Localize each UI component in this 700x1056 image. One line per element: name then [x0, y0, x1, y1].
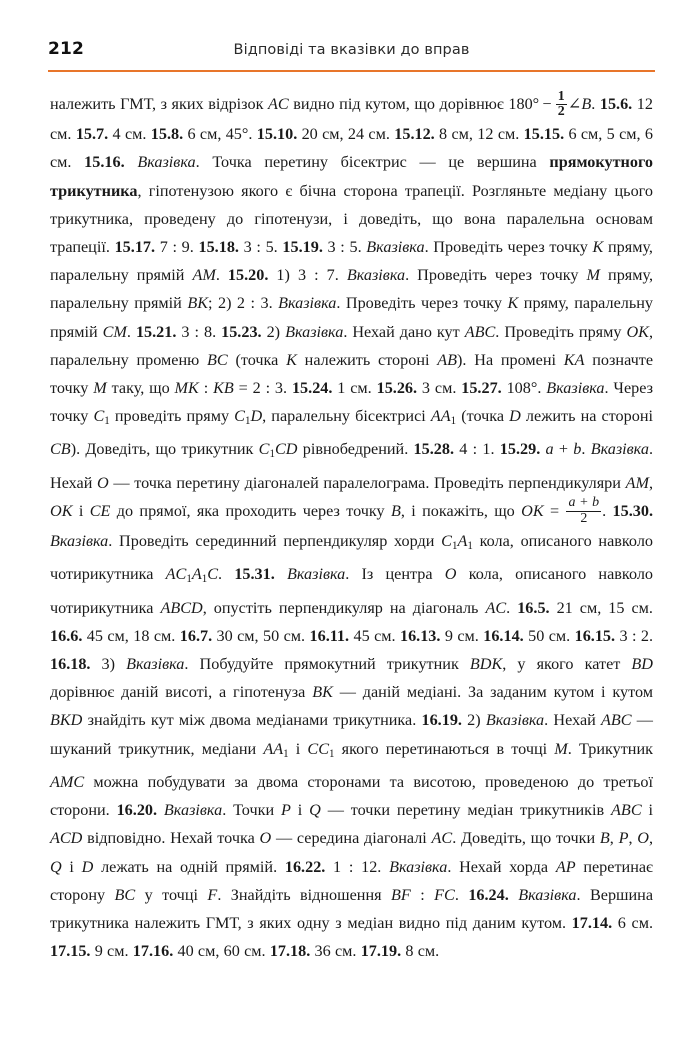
hint-label: Вказівка [126, 655, 185, 674]
math-label: AP [555, 857, 576, 876]
subscript: 1 [269, 448, 275, 461]
exercise-number: 15.10. [256, 125, 298, 144]
text-run: ). Доведіть, що трикутник [70, 440, 259, 459]
math-label: a [545, 440, 554, 459]
text-run: . [591, 95, 600, 113]
exercise-number: 15.23. [221, 322, 262, 341]
text-run: , опустіть перпендикуляр на діагональ [202, 598, 486, 617]
exercise-number: 16.19. [421, 711, 462, 730]
text-run: 36 см. [310, 942, 361, 961]
math-label-ac1a1c [165, 565, 219, 586]
exercise-number: 16.7. [179, 626, 213, 645]
text-run: . [506, 598, 518, 617]
math-label: AC [431, 829, 453, 848]
exercise-number: 15.19. [282, 237, 323, 256]
math-label: CB [50, 440, 71, 459]
math-label-aa1 [430, 407, 457, 428]
math-label: A [457, 532, 468, 551]
math-label: ABCD [160, 598, 203, 617]
text-run: 3 : 2. [615, 626, 654, 645]
text-run: — середина діагоналі [271, 829, 432, 848]
exercise-number: 15.15. [523, 125, 565, 144]
exercise-number: 15.18. [198, 237, 239, 256]
text-run: і [72, 501, 90, 520]
text-run: 6 см. [612, 913, 653, 932]
text-run: 6 см, 5 см, 6 см. [50, 125, 654, 172]
math-label-c1d [234, 407, 263, 428]
math-label: B [581, 95, 592, 113]
text-run: проведіть пряму [109, 407, 235, 426]
math-label: CC [307, 739, 329, 758]
math-label: CE [89, 501, 111, 520]
exercise-number: 15.24. [291, 378, 333, 397]
text-run: . Проведіть серединний перпендикуляр хорди [108, 532, 442, 551]
math-label: F [207, 885, 218, 904]
text-run: 3 см. [417, 378, 462, 397]
text-run: — шуканий трикутник, медіани [50, 711, 653, 758]
exercise-number: 16.11. [309, 626, 350, 645]
exercise-number: 15.6. [599, 95, 633, 113]
answers-paragraph [50, 90, 653, 965]
text-run: . Знайдіть відношення [217, 885, 391, 904]
text-run: належить ГМТ, з яких відрізок [50, 95, 269, 113]
math-label: P [618, 829, 629, 848]
text-run: . [454, 885, 469, 904]
exercise-number: 15.8. [150, 125, 184, 144]
subscript: 1 [283, 747, 289, 760]
exercise-number: 16.24. [468, 885, 509, 904]
math-label: ABC [464, 322, 496, 341]
text-run: пряму, паралельну прямій [50, 266, 653, 313]
text-run: належить стороні [296, 350, 438, 369]
math-label: BDK [469, 655, 503, 674]
hint-label: Вказівка [163, 801, 223, 820]
text-run: пряму, паралельну прямій [50, 294, 653, 341]
math-label: O [97, 473, 109, 492]
text-run: : [410, 885, 435, 904]
exercise-number: 15.29. [499, 440, 541, 459]
text-run: ; 2) 2 : 3. [208, 294, 279, 313]
hint-label: Вказівка [137, 153, 196, 172]
exercise-number: 16.18. [50, 655, 91, 674]
math-label: BC [114, 885, 136, 904]
math-label: Q [50, 857, 62, 876]
math-label: C [93, 407, 105, 426]
text-run: кола, описаного навколо чотирикутника [50, 532, 653, 584]
text-run: . Точка перетину бісектрис — це вершина [195, 153, 550, 172]
fraction-a-plus-b-over-2 [566, 496, 601, 526]
text-run: відповідно. Нехай точка [82, 829, 260, 848]
text-run: . Вершина трикутника належить ГМТ, з яких одну з медіан видно під даним кутом. [50, 885, 654, 932]
text-run: 9 см. [90, 942, 133, 961]
text-run: (точка [456, 407, 510, 426]
subscript: 1 [329, 747, 335, 760]
text-run: лежить на стороні [520, 407, 653, 426]
exercise-number: 17.19. [360, 942, 402, 961]
math-label: K [286, 350, 297, 369]
subscript: 1 [244, 415, 251, 428]
exercise-number: 15.16. [84, 153, 125, 172]
exercise-number: 16.6. [50, 626, 83, 645]
hint-label: Вказівка [590, 440, 649, 459]
math-label: BF [391, 885, 411, 904]
text-run: у точці [135, 885, 208, 904]
header-divider-rule [48, 70, 655, 72]
text-run: . [581, 440, 591, 459]
text-run: = [543, 501, 566, 520]
text-run: , у якого катет [502, 655, 632, 674]
text-run: . Нехай хорда [447, 857, 556, 876]
text-run: . Нехай [50, 440, 653, 492]
text-run: 6 см, 45°. [183, 125, 257, 144]
text-run: , паралельну променю [50, 322, 653, 369]
math-label: AA [263, 739, 284, 758]
math-label: AMC [50, 772, 85, 791]
math-label: O [637, 829, 649, 848]
text-run: 30 см, 50 см. [212, 626, 310, 645]
text-run: : [198, 378, 214, 397]
hint-label: Вказівка [346, 266, 406, 285]
text-run: . Доведіть, що точки [452, 829, 600, 848]
exercise-number: 17.14. [571, 913, 613, 932]
text-run: 3 : 5. [238, 237, 283, 256]
math-label: M [93, 378, 107, 397]
text-run: — даній медіані. За заданим кутом і кутом [332, 683, 653, 702]
text-run: 3 : 8. [176, 322, 222, 341]
text-run: . [602, 501, 613, 520]
exercise-number: 16.22. [284, 857, 326, 876]
math-label-aa1 [263, 740, 288, 758]
text-run: 1) 3 : 7. [268, 266, 347, 285]
exercise-number: 15.27. [461, 378, 502, 397]
math-label: BKD [50, 711, 83, 730]
text-run: 4 : 1. [454, 440, 500, 459]
math-label-cc1 [307, 740, 334, 758]
text-run: 40 см, 60 см. [173, 942, 270, 961]
text-run: . Через точку [50, 378, 654, 426]
text-run: 3 : 5. [322, 237, 367, 256]
text-run: 50 см. [523, 626, 575, 645]
math-label: M [586, 266, 600, 285]
text-run: 108°. [501, 378, 547, 397]
text-run: таку, що [106, 378, 175, 397]
math-label: ABC [601, 711, 632, 730]
text-run: 2) [261, 322, 286, 341]
fraction-numerator: a + b [568, 495, 600, 511]
math-label: OK [50, 501, 73, 520]
exercise-number: 15.7. [75, 125, 109, 144]
text-run: ). На промені [457, 350, 564, 369]
text-run: і [641, 801, 653, 820]
hint-label: Вказівка [546, 378, 605, 397]
text-run: перетинає сторону [50, 857, 653, 904]
math-label: A [191, 565, 202, 584]
text-run: . Трикутник [567, 739, 653, 758]
text-run: 4 см. [108, 125, 151, 144]
subscript: 1 [450, 415, 457, 428]
text-run: , паралельну бісектрисі [262, 407, 431, 426]
exercise-number: 15.31. [234, 565, 275, 584]
exercise-number: 15.26. [376, 378, 418, 397]
math-label: O [444, 565, 457, 584]
exercise-number: 15.12. [394, 125, 435, 144]
subscript: 1 [451, 540, 458, 553]
math-label: P [281, 801, 291, 820]
math-label: KB [213, 378, 234, 397]
hint-label: Вказівка [366, 237, 425, 256]
subscript: 1 [186, 573, 192, 586]
text-run: . Нехай дано кут [343, 322, 465, 341]
text-run: . [126, 322, 136, 341]
fraction-denominator: 2 [557, 103, 565, 119]
text-run: . Проведіть через точку [336, 294, 508, 313]
math-label: AM [625, 473, 649, 492]
hint-label: Вказівка [389, 857, 448, 876]
exercise-number: 16.13. [399, 626, 441, 645]
exercise-number: 17.18. [269, 942, 311, 961]
exercise-number: 16.5. [517, 598, 550, 617]
math-label: ACD [50, 829, 83, 848]
text-run: дорівнює даній висоті, а гіпотенуза [50, 683, 313, 702]
text-run: до прямої, яка проходить через точку [110, 501, 391, 520]
angle-icon: ∠ [567, 95, 582, 113]
exercise-number: 15.28. [413, 440, 454, 459]
text-run: 7 : 9. [155, 237, 199, 256]
text-run: , і покажіть, що [400, 501, 522, 520]
page-number: 212 [48, 39, 85, 59]
text-run: , [648, 473, 653, 492]
text-run: . Проведіть через точку [405, 266, 587, 285]
math-label: MK [174, 378, 199, 397]
math-label: OK [626, 322, 649, 341]
hint-label: Вказівка [518, 885, 577, 904]
math-label: AM [192, 266, 216, 285]
text-run: , [628, 829, 638, 848]
exercise-number: 16.20. [116, 801, 158, 820]
math-label: CD [274, 440, 298, 459]
exercise-number: 15.20. [227, 266, 269, 285]
text-run: 45 см. [349, 626, 400, 645]
text-run: . Проведіть через точку [424, 237, 593, 256]
text-run: знайдіть кут між двома медіанами трикутника. [82, 711, 422, 730]
math-label: B [599, 829, 610, 848]
text-run: 8 см. [401, 942, 440, 961]
math-label: D [509, 407, 521, 426]
text-run: пряму, паралельну прямій [50, 237, 653, 285]
exercise-number: 15.21. [135, 322, 177, 341]
text-run: — точка перетину діагоналей паралелограма. Проведіть перпендикуляри [108, 473, 626, 492]
text-run: 9 см. [440, 626, 484, 645]
text-run: + [553, 440, 574, 459]
subscript: 1 [467, 540, 473, 553]
text-run: кола, описаного навколо чотирикутника [50, 565, 653, 617]
math-label: B [391, 501, 401, 520]
math-label: FC [434, 885, 455, 904]
answers-body-text [50, 90, 653, 965]
math-label: C [207, 565, 219, 584]
math-label: M [554, 739, 568, 758]
text-run: . Нехай [544, 711, 602, 730]
math-label: C [441, 532, 452, 551]
math-label: K [592, 237, 604, 256]
exercise-number: 17.16. [132, 942, 174, 961]
text-run: і [288, 739, 308, 758]
text-run: можна побудувати за двома сторонами та висотою, проведеною до третьої сторони. [50, 772, 653, 820]
text-run: , [648, 829, 654, 848]
math-label-c1a1 [441, 532, 473, 553]
math-label: K [507, 294, 519, 313]
math-label: D [81, 857, 94, 876]
text-run: видно під кутом, що дорівнює 180° − [288, 95, 555, 113]
math-label-c1cd [258, 440, 298, 461]
math-label: BK [187, 294, 208, 313]
text-run: якого перетинаються в точці [334, 739, 555, 758]
text-run: , гіпотенузою якого є бічна сторона трапеції. Розгляньте медіану цього трикутника, проведену до гіпотенузи, і доведіть, що вона паралельна основам трапеції. [50, 181, 653, 256]
math-label: AC [485, 598, 507, 617]
text-run: (точка [227, 350, 287, 369]
text-run: . [218, 565, 235, 584]
fraction-numerator: 1 [557, 88, 565, 104]
math-label: OK [521, 501, 544, 520]
text-run: . Точки [222, 801, 281, 820]
math-label: BC [207, 350, 228, 369]
exercise-number: 15.17. [114, 237, 156, 256]
math-label: Q [309, 801, 321, 820]
text-run: рівнобедрений. [297, 440, 414, 459]
math-label: BD [631, 655, 653, 674]
math-label: AA [430, 407, 451, 426]
running-head-title: Відповіді та вказівки до вправ [233, 42, 470, 58]
hint-label: Вказівка [278, 294, 337, 313]
text-run: . Проведіть пряму [495, 322, 627, 341]
exercise-number: 16.15. [574, 626, 616, 645]
text-run: . Побудуйте прямокутний трикутник [184, 655, 470, 674]
text-run: = 2 : 3. [233, 378, 292, 397]
text-run: лежать на одній прямій. [93, 857, 285, 876]
text-run: — точки перетину медіан трикутників [320, 801, 612, 820]
text-run: . [215, 266, 228, 285]
text-run: 8 см, 12 см. [434, 125, 524, 144]
running-head [48, 38, 655, 68]
text-run: 12 см. [50, 95, 653, 144]
subscript: 1 [104, 415, 110, 428]
math-label: ABC [611, 801, 642, 820]
hint-label: Вказівка [285, 322, 344, 341]
text-run: і [290, 801, 310, 820]
exercise-number: 16.14. [483, 626, 524, 645]
exercise-number: 15.30. [612, 501, 654, 520]
math-label: AC [268, 95, 289, 113]
text-run: 3) [90, 655, 127, 674]
text-run: 1 см. [332, 378, 377, 397]
math-label: C [258, 440, 270, 459]
text-run: 45 см, 18 см. [82, 626, 180, 645]
text-run: , [609, 829, 619, 848]
math-label: AB [437, 350, 458, 369]
text-run: 2) [461, 711, 486, 730]
math-label: D [250, 407, 263, 426]
math-label-c1 [93, 407, 110, 428]
math-label: BK [312, 683, 333, 702]
math-label: b [573, 440, 582, 459]
text-run: . Із центра [345, 565, 445, 584]
math-label: AC [165, 565, 187, 584]
math-label: C [234, 407, 245, 426]
math-label: O [259, 829, 272, 848]
subscript: 1 [201, 573, 208, 586]
hint-label: Вказівка [50, 532, 109, 551]
text-run: 20 см, 24 см. [297, 125, 395, 144]
fraction-denominator: 2 [580, 510, 588, 526]
text-run: і [61, 857, 82, 876]
hint-label: Вказівка [287, 565, 346, 584]
hint-label: Вказівка [485, 711, 545, 730]
math-label: KA [563, 350, 585, 369]
text-run: 21 см, 15 см. [549, 598, 653, 617]
bold-term: прямокутного трикутника [50, 153, 654, 200]
math-label: CM [102, 322, 127, 341]
text-run: 1 : 12. [325, 857, 390, 876]
exercise-number: 17.15. [50, 942, 91, 961]
fraction-one-half [556, 90, 567, 120]
text-run: позначте точку [50, 350, 653, 397]
